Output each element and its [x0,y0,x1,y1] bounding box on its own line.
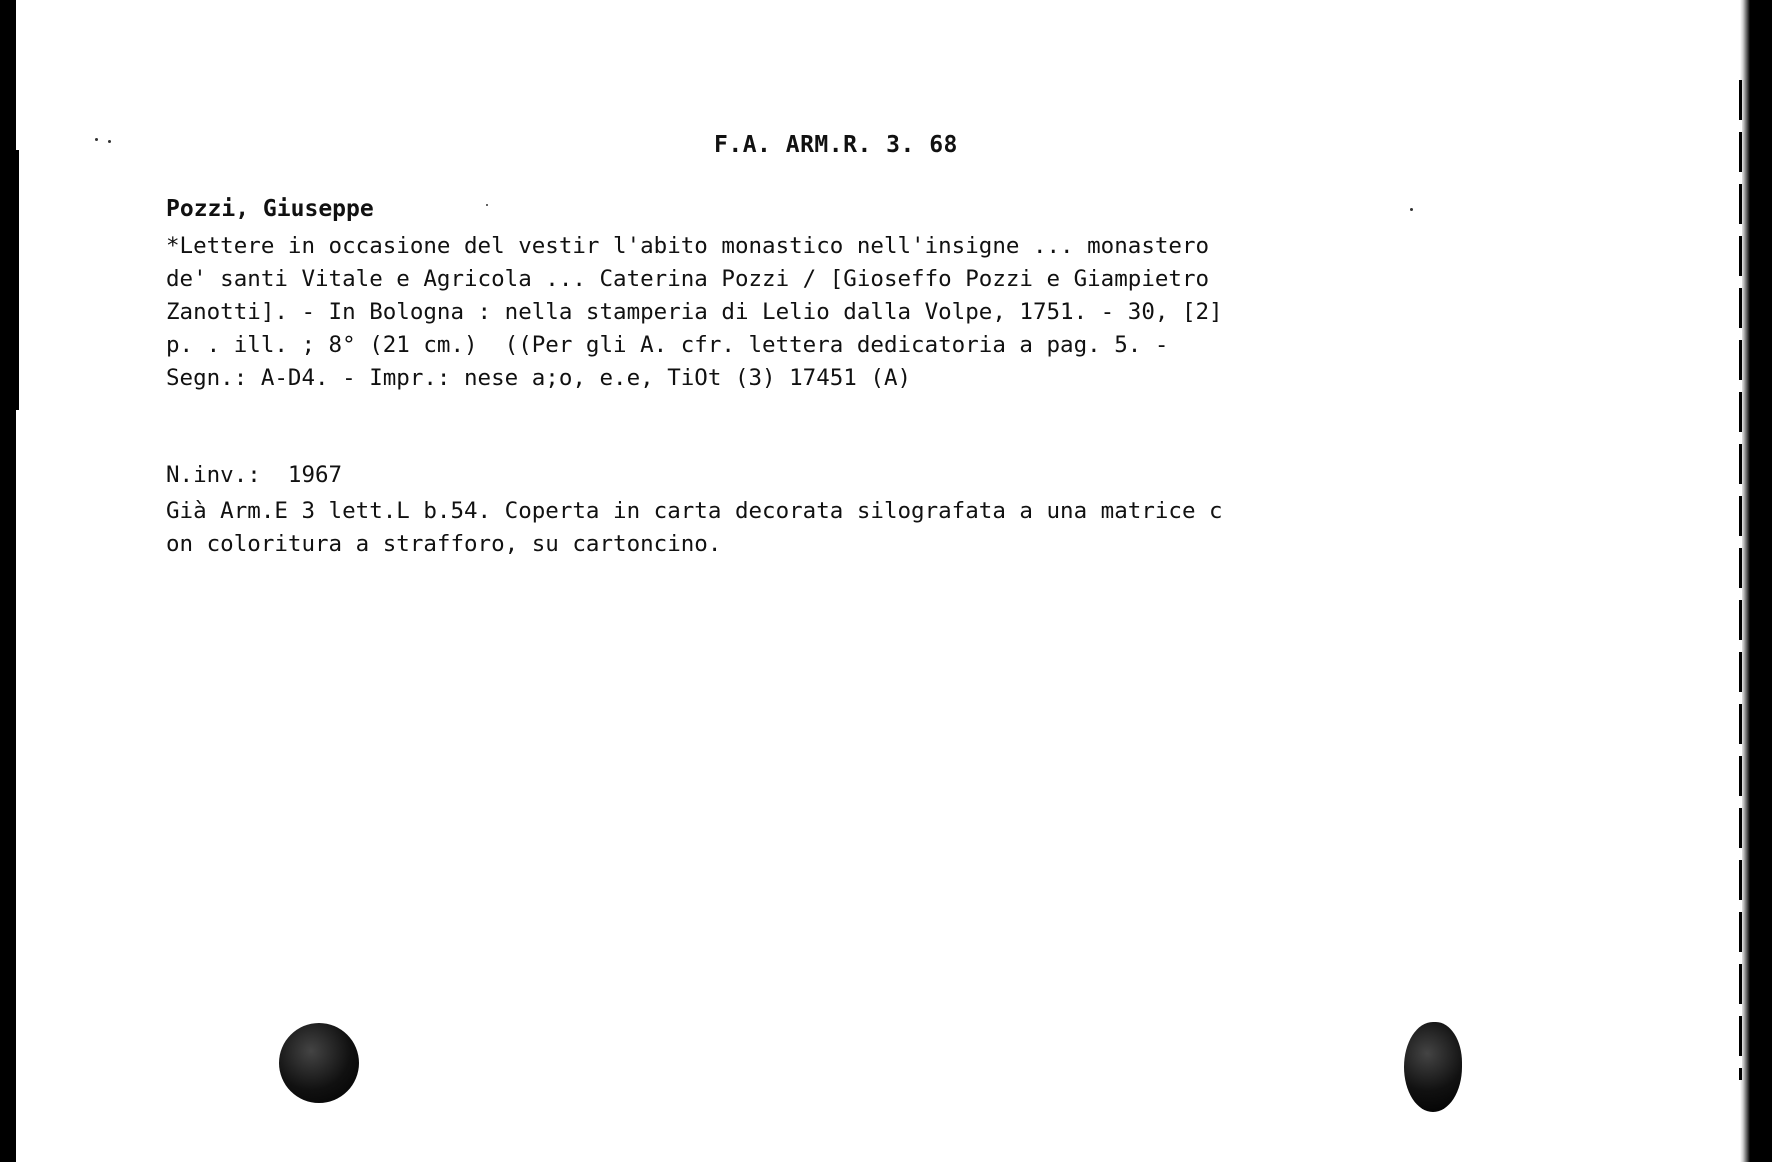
punch-hole-right [1404,1022,1462,1112]
notes-line: on coloritura a strafforo, su cartoncino. [166,531,722,557]
copy-notes [166,495,1223,561]
bibliographic-record [166,230,1223,395]
dust-speck [108,140,111,143]
record-line: Segn.: A-D4. - Impr.: nese a;o, e.e, TiOt (3) 17451 (A) [166,365,912,391]
record-line: p. . ill. ; 8° (21 cm.) ((Per gli A. cfr. lettera dedicatoria a pag. 5. - [166,332,1169,358]
shelfmark: F.A. ARM.R. 3. 68 [714,132,958,158]
inventory-number: N.inv.: 1967 [166,462,343,488]
author-heading: Pozzi, Giuseppe [166,196,374,222]
dust-speck [95,138,98,141]
scan-right-streak [1739,80,1742,1080]
record-line: Zanotti]. - In Bologna : nella stamperia di Lelio dalla Volpe, 1751. - 30, [2] [166,299,1223,325]
scan-left-border [0,0,16,1162]
record-line: *Lettere in occasione del vestir l'abito monastico nell'insigne ... monastero [166,233,1210,259]
scan-right-border [1750,0,1772,1162]
dust-speck [486,204,488,206]
record-line: de' santi Vitale e Agricola ... Caterina Pozzi / [Gioseffo Pozzi e Giampietro [166,266,1210,292]
punch-hole-left [279,1023,359,1103]
notes-line: Già Arm.E 3 lett.L b.54. Coperta in carta decorata silografata a una matrice c [166,498,1223,524]
dust-speck [1410,208,1413,211]
